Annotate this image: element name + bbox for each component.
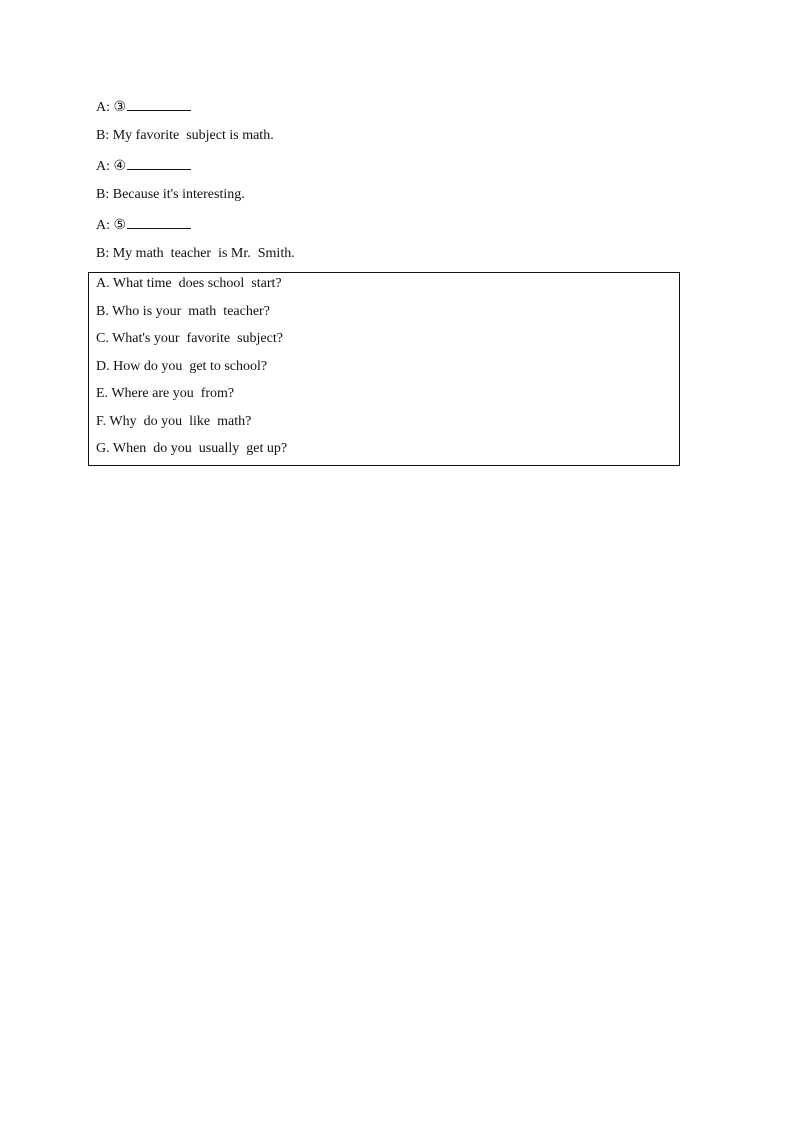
dialogue-section: [96, 96, 696, 274]
dialogue-text: Because it's interesting.: [112, 186, 245, 202]
dialogue-line-4: [96, 185, 696, 215]
option-text: What's your favorite subject?: [112, 331, 283, 346]
dialogue-line-2: [96, 126, 696, 156]
answer-blank[interactable]: [127, 155, 191, 170]
speaker-label: A:: [96, 218, 110, 234]
dialogue-line-3: [96, 155, 696, 185]
answer-blank[interactable]: [127, 96, 191, 111]
option-letter: F.: [96, 413, 107, 429]
option-letter: G.: [96, 441, 110, 456]
dialogue-text: My math teacher is Mr. Smith.: [112, 245, 295, 261]
option-letter: B.: [96, 303, 109, 319]
speaker-label: B:: [96, 127, 110, 143]
option-letter: E.: [96, 386, 109, 401]
speaker-label: B:: [96, 245, 110, 261]
option-text: How do you get to school?: [113, 358, 268, 374]
dialogue-text: My favorite subject is math.: [112, 127, 274, 143]
option-c: [96, 329, 287, 357]
blank-number: ③: [113, 100, 127, 115]
speaker-label: B:: [96, 186, 110, 202]
option-text: What time does school start?: [112, 276, 282, 291]
option-text: Where are you from?: [111, 386, 235, 401]
option-e: [96, 384, 287, 412]
speaker-label: A:: [96, 100, 110, 115]
option-letter: C.: [96, 331, 109, 346]
option-a: [96, 274, 287, 302]
option-g: [96, 439, 287, 467]
blank-number: ④: [113, 159, 127, 175]
option-f: [96, 412, 287, 440]
option-letter: A.: [96, 276, 110, 291]
answer-blank[interactable]: [127, 214, 191, 229]
option-text: Who is your math teacher?: [112, 303, 270, 319]
options-box: [88, 272, 680, 466]
blank-number: ⑤: [113, 218, 127, 234]
option-d: [96, 357, 287, 385]
speaker-label: A:: [96, 159, 110, 175]
dialogue-line-6: [96, 244, 696, 274]
option-text: Why do you like math?: [109, 413, 252, 429]
options-list: [96, 274, 287, 467]
dialogue-line-1: [96, 96, 696, 126]
option-text: When do you usually get up?: [112, 441, 288, 456]
dialogue-line-5: [96, 214, 696, 244]
option-b: [96, 302, 287, 330]
option-letter: D.: [96, 358, 110, 374]
